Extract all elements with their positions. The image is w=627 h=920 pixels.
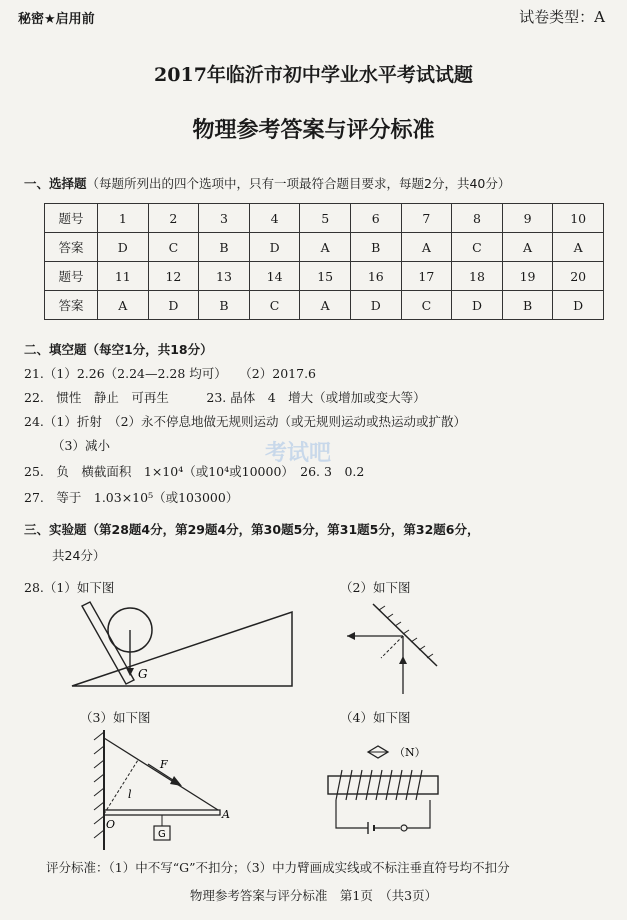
answer-line-24: 24.（1）折射 （2）永不停息地做无规则运动（或无规则运动或热运动或扩散） [24,414,467,429]
table-cell: B [502,291,553,320]
table-cell: A [553,233,604,262]
table-cell: B [199,233,250,262]
table-cell: D [148,291,199,320]
page-footer: 物理参考答案与评分标准 第1页 （共3页） [189,888,438,903]
table-cell: A [502,233,553,262]
table-cell: 16 [350,262,401,291]
table-cell: 18 [452,262,503,291]
mirror [373,604,437,666]
table-cell: C [452,233,503,262]
label-g: G [138,667,148,681]
table-cell: 6 [350,204,401,233]
solenoid-core [328,776,438,794]
table-cell: A [300,291,351,320]
section1-heading [24,174,510,192]
confidential-label: 秘密★启用前 [18,12,95,27]
label-f: F [160,758,168,771]
arrowhead [126,668,134,676]
fig4-solenoid-diagram [320,742,460,842]
table-row [45,262,604,291]
table-cell: 20 [553,262,604,291]
rope [104,738,218,810]
table-cell: C [249,291,300,320]
table-cell: 8 [452,204,503,233]
table-cell: 9 [502,204,553,233]
table-cell: 10 [553,204,604,233]
lever-bar [104,810,220,815]
table-cell: 5 [300,204,351,233]
table-cell: D [249,233,300,262]
table-cell: 3 [199,204,250,233]
table-cell: 1 [98,204,149,233]
section3-heading-cont: 共24分） [52,548,106,563]
section3-heading: 三、实验题（第28题4分，第29题4分，第30题5分，第31题5分，第32题6分， [24,522,480,537]
table-cell: A [401,233,452,262]
incline-triangle [72,612,292,686]
wire-right [407,800,430,828]
page-subtitle: 物理参考答案与评分标准 [192,118,435,143]
table-cell: 2 [148,204,199,233]
normal-line [381,636,403,658]
row-label: 答案 [45,233,98,262]
table-cell: 14 [249,262,300,291]
table-cell: B [350,233,401,262]
arrowhead [170,776,182,786]
row-label: 题号 [45,262,98,291]
mirror-hatching [379,606,433,658]
watermark-logo: 考试吧 [265,441,332,466]
answer-line-25: 25. 负 横截面积 1×10⁴（或10⁴或10000） 26. 3 0.2 [24,464,365,479]
solenoid-coils [336,770,422,800]
answer-line-21: 21.（1）2.26（2.24—2.28 均可） （2）2017.6 [24,366,316,381]
table-cell: 19 [502,262,553,291]
table-cell: 12 [148,262,199,291]
fig4-label: （4）如下图 [340,710,411,725]
table-cell: 4 [249,204,300,233]
table-cell: 17 [401,262,452,291]
grading-note: 评分标准：（1）中不写“G”不扣分；（3）中力臂画成实线或不标注垂直符号均不扣分 [46,860,510,875]
fig2-label: （2）如下图 [340,580,411,595]
table-row [45,233,604,262]
fig2-reflection-diagram [345,594,465,699]
table-cell: D [98,233,149,262]
wall-hatching [94,732,104,838]
row-label: 答案 [45,291,98,320]
lever-arm [104,760,138,814]
section2-heading: 二、填空题（每空1分，共18分） [24,342,213,357]
arrowhead [347,632,355,640]
answer-line-27: 27. 等于 1.03×10⁵（或103000） [24,490,239,505]
fig3-lever-diagram [90,726,240,856]
table-cell: C [148,233,199,262]
table-cell: 13 [199,262,250,291]
answer-line-22: 22. 惯性 静止 可再生 23. 晶体 4 增大（或增加或变大等） [24,390,426,405]
table-cell: D [452,291,503,320]
table-cell: D [350,291,401,320]
section1-title: 一、选择题 [24,176,87,191]
answer-table [44,203,604,320]
table-cell: C [401,291,452,320]
wire-left [336,800,368,828]
fig3-label: （3）如下图 [80,710,151,725]
paper-type-label: 试卷类型：A [519,8,605,26]
table-cell: 7 [401,204,452,233]
table-row [45,204,604,233]
switch [401,825,407,831]
board [82,602,134,684]
arrowhead [399,656,407,664]
answer-line-24b: （3）减小 [52,438,110,453]
table-cell: 15 [300,262,351,291]
section1-note: （每题所列出的四个选项中，只有一项最符合题目要求，每题2分，共40分） [86,176,511,191]
label-a: A [222,808,230,821]
table-row [45,291,604,320]
weight-label: G [158,829,166,840]
table-cell: 11 [98,262,149,291]
table-cell: A [300,233,351,262]
table-cell: D [553,291,604,320]
label-n: （N） [394,746,426,759]
q28-label: 28.（1）如下图 [24,580,115,595]
table-cell: B [199,291,250,320]
label-l: l [128,788,132,801]
row-label: 题号 [45,204,98,233]
table-cell: A [98,291,149,320]
page-title: 2017年临沂市初中学业水平考试试题 [154,64,473,86]
fig1-incline-diagram [60,594,300,694]
label-o: O [106,818,116,831]
